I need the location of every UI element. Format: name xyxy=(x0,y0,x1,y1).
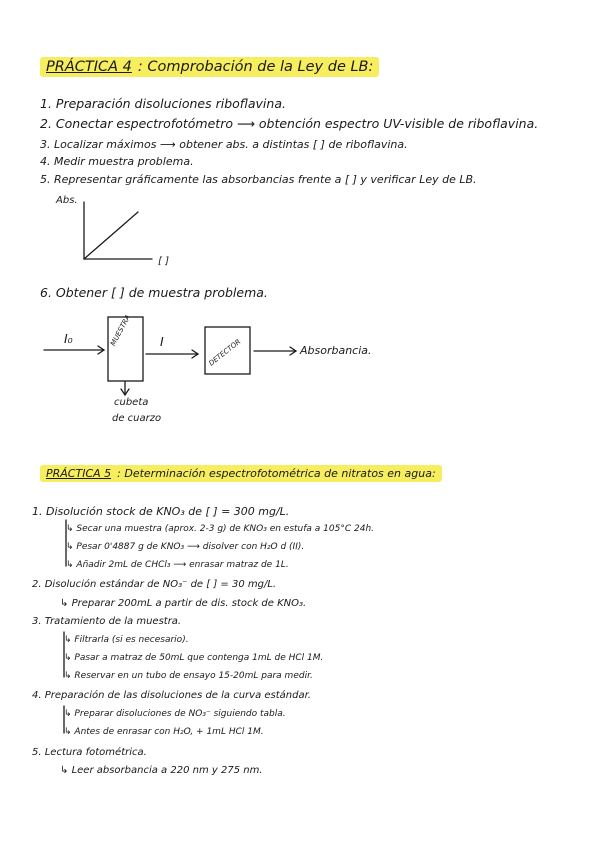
p5-item-3: 3. Tratamiento de la muestra. xyxy=(32,616,182,627)
cuvette-label-2: de cuarzo xyxy=(112,413,162,424)
arrow-right-icon: ⟶ xyxy=(187,542,200,552)
practica-5-title: : Determinación espectrofotométrica de nitratos en agua: xyxy=(111,465,442,482)
p4-step-2-text: 2. Conectar espectrofotómetro xyxy=(40,116,233,131)
absorbance-output-label: Absorbancia. xyxy=(300,344,372,357)
p4-step-2-result: obtención espectro UV-visible de riboflavina. xyxy=(258,116,539,131)
p5-item-1-sub-2-result: disolver con H₂O d (II). xyxy=(202,542,305,552)
p5-item-3-sub-1-text: Filtrarla (si es necesario). xyxy=(74,635,189,645)
p5-item-4-sub-1: ↳ Preparar disoluciones de NO₃⁻ siguiendo tabla. xyxy=(64,709,286,719)
p4-step-6: 6. Obtener [ ] de muestra problema. xyxy=(40,285,268,300)
arrow-right-icon: ⟶ xyxy=(173,560,187,570)
p5-item-1-sub-2: ↳ Pesar 0'4887 g de KNO₃ ⟶ disolver con H₂O d (II). xyxy=(66,542,305,552)
p5-item-3-sub-3: ↳ Reservar en un tubo de ensayo 15-20mL para medir. xyxy=(64,671,313,681)
p4-step-3-result: obtener abs. a distintas [ ] de riboflavina. xyxy=(179,138,408,151)
p5-item-4: 4. Preparación de las disoluciones de la curva estándar. xyxy=(32,690,311,701)
p5-item-1-sub-2-text: Pesar 0'4887 g de KNO₃ xyxy=(76,542,185,552)
p5-item-1-sub-1: ↳ Secar una muestra (aprox. 2-3 g) de KNO₃ en estufa a 105°C 24h. xyxy=(66,524,375,534)
p5-item-1-sub-3-text: Añadir 2mL de CHCl₃ xyxy=(76,560,171,570)
p5-item-3-sub-2-text: Pasar a matraz de 50mL que contenga 1mL de HCl 1M. xyxy=(74,653,324,663)
practica-5-label: PRÁCTICA 5 xyxy=(40,465,117,482)
p5-item-3-sub-1: ↳ Filtrarla (si es necesario). xyxy=(64,635,189,645)
transmitted-intensity-label: I xyxy=(160,334,164,349)
cuvette-label-1: cubeta xyxy=(114,397,149,408)
p5-item-5-sub-1-text: Leer absorbancia a 220 nm y 275 nm. xyxy=(71,765,263,776)
p5-item-4-sub-1-text: Preparar disoluciones de NO₃⁻ siguiendo tabla. xyxy=(74,709,286,719)
arrow-right-icon: ⟶ xyxy=(159,138,176,151)
p5-item-3-sub-2: ↳ Pasar a matraz de 50mL que contenga 1mL de HCl 1M. xyxy=(64,653,324,663)
p5-item-5-sub-1: ↳ Leer absorbancia a 220 nm y 275 nm. xyxy=(60,765,263,776)
detector-label: DETECTOR xyxy=(207,337,243,368)
p4-step-4: 4. Medir muestra problema. xyxy=(40,155,194,168)
practica-4-title: : Comprobación de la Ley de LB: xyxy=(132,57,380,77)
graph-y-label: Abs. xyxy=(56,195,78,206)
p4-step-3-text: 3. Localizar máximos xyxy=(40,138,157,151)
p5-item-1-sub-3-result: enrasar matraz de 1L. xyxy=(189,560,289,570)
p5-item-5: 5. Lectura fotométrica. xyxy=(32,747,147,758)
p5-item-1-sub-1-text: Secar una muestra (aprox. 2-3 g) de KNO₃ en estufa a 105°C 24h. xyxy=(76,524,375,534)
graph-x-label: [ ] xyxy=(158,256,169,267)
p5-item-4-sub-2: ↳ Antes de enrasar con H₂O, + 1mL HCl 1M. xyxy=(64,727,264,737)
p4-step-5: 5. Representar gráficamente las absorbancias frente a [ ] y verificar Ley de LB. xyxy=(40,173,477,186)
p4-step-1: 1. Preparación disoluciones riboflavina. xyxy=(40,96,286,111)
p5-item-1-sub-3: ↳ Añadir 2mL de CHCl₃ ⟶ enrasar matraz de 1L. xyxy=(66,560,289,570)
practica-4-label: PRÁCTICA 4 xyxy=(40,57,138,77)
p5-item-1: 1. Disolución stock de KNO₃ de [ ] = 300 mg/L. xyxy=(32,505,290,518)
sample-label: MUESTRA xyxy=(109,313,133,348)
p5-item-2-sub-1-text: Preparar 200mL a partir de dis. stock de KNO₃. xyxy=(71,598,307,609)
p5-item-4-sub-2-text: Antes de enrasar con H₂O, + 1mL HCl 1M. xyxy=(74,727,264,737)
p5-item-2-sub-1: ↳ Preparar 200mL a partir de dis. stock de KNO₃. xyxy=(60,598,307,609)
p5-item-2: 2. Disolución estándar de NO₃⁻ de [ ] = 30 mg/L. xyxy=(32,579,277,590)
p5-item-3-sub-3-text: Reservar en un tubo de ensayo 15-20mL para medir. xyxy=(74,671,313,681)
arrow-right-icon: ⟶ xyxy=(236,116,259,131)
incident-intensity-label: I₀ xyxy=(64,331,73,346)
